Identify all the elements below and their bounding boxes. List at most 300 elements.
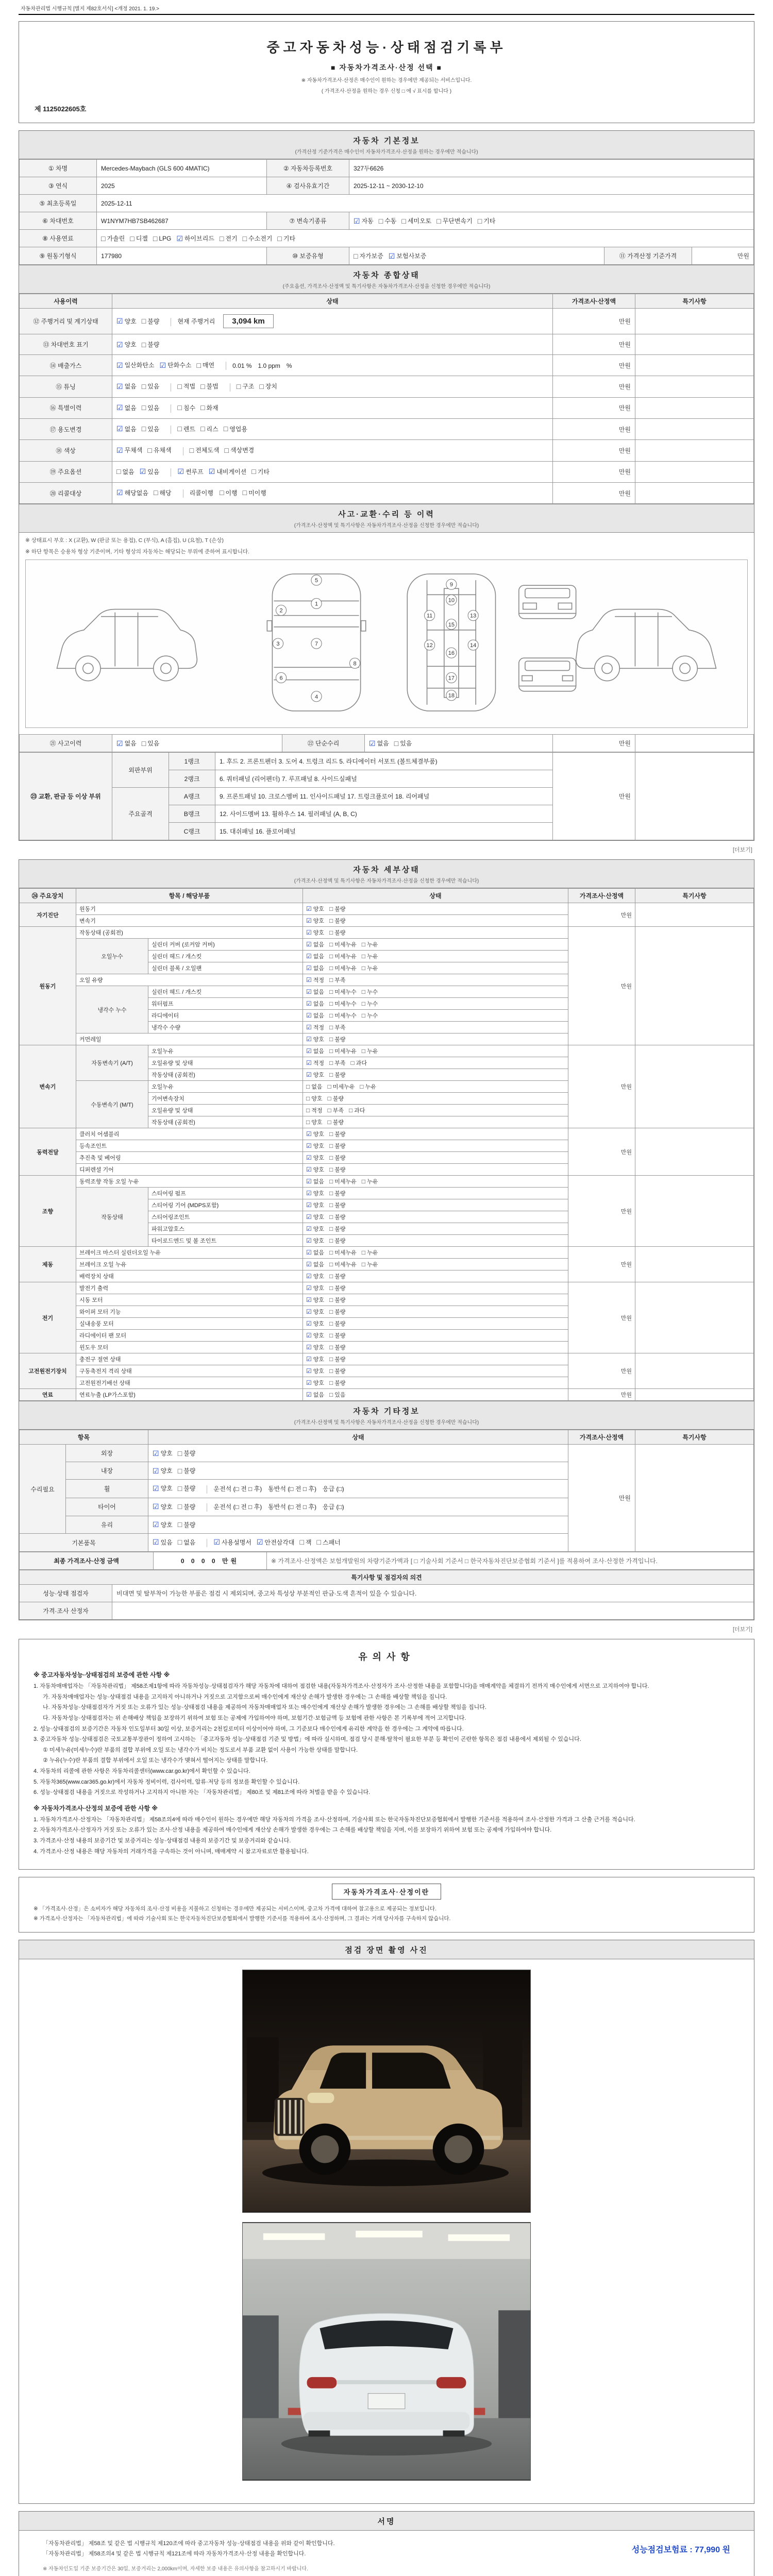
unchecked-checkbox-icon: □ xyxy=(329,1012,333,1020)
checkbox-label: 있음 xyxy=(400,740,412,748)
checkbox-label: 수동 xyxy=(384,217,397,225)
checkbox-option xyxy=(153,1520,173,1529)
notice-item: 가. 자동차매매업자는 성능·상태점검 내용을 고지하지 아니하거나 거짓으로 고지함으로써 매수인에게 재산상 손해가 발생한 경우에는 그 손해를 배상할 책임을 집니다. xyxy=(43,1693,447,1700)
unchecked-checkbox-icon: □ xyxy=(177,425,182,433)
checked-checkbox-icon: ☑ xyxy=(306,1166,312,1174)
note-cell xyxy=(635,1389,754,1401)
state-text: 응급 (□) xyxy=(323,1485,344,1493)
notice-item: 3. 가격조사·산정 내용의 보증기간 및 보증거리는 성능·상태점검 내용의 보증기간 및 보증거리와 같습니다. xyxy=(33,1838,291,1844)
simple-repair-label: ㉒ 단순수리 xyxy=(282,735,365,752)
car-rear-view xyxy=(519,658,576,691)
checkbox-label: 있음 xyxy=(147,740,160,748)
more-link[interactable]: [더보기] xyxy=(733,1626,752,1633)
checkbox-option xyxy=(140,467,160,476)
note-cell xyxy=(635,1247,754,1282)
title-note-1: ※ 자동차가격조사·산정은 매수인이 원하는 경우에만 제공되는 서비스입니다. xyxy=(301,78,472,83)
plate-label: ② 자동차등록번호 xyxy=(267,160,349,177)
checkbox-label: 불량 xyxy=(334,930,346,937)
part-label: 스티어링 펌프 xyxy=(148,1188,303,1199)
table-row xyxy=(20,195,754,212)
part-label: 충전구 절연 상태 xyxy=(76,1353,303,1365)
note-cell xyxy=(635,1176,754,1247)
checkbox-option xyxy=(306,1355,324,1363)
checkbox-option xyxy=(306,1106,323,1114)
detail-section-header xyxy=(19,860,754,888)
checkbox-label: 없음 xyxy=(313,989,325,996)
state-cell xyxy=(112,418,553,439)
checkbox-label: 있음 xyxy=(334,1392,346,1399)
checkbox-option xyxy=(329,1023,346,1031)
part-label: 파워고압호스 xyxy=(148,1223,303,1235)
state-cell xyxy=(303,1045,568,1057)
unchecked-checkbox-icon: □ xyxy=(200,382,205,391)
unchecked-checkbox-icon: □ xyxy=(329,1178,333,1185)
col-note: 특기사항 xyxy=(635,889,754,903)
unchecked-checkbox-icon: □ xyxy=(153,234,158,243)
part-label: 실린더 헤드 / 개스킷 xyxy=(148,986,303,998)
checkbox-label: LPG xyxy=(159,234,172,242)
unchecked-checkbox-icon: □ xyxy=(361,988,366,996)
checked-checkbox-icon: ☑ xyxy=(306,1047,312,1055)
unchecked-checkbox-icon: □ xyxy=(329,1355,333,1363)
checked-checkbox-icon: ☑ xyxy=(256,1538,263,1547)
state-cell xyxy=(303,1152,568,1164)
panel-number-marker xyxy=(446,619,457,630)
checkbox-option xyxy=(329,1355,346,1363)
use-history-label: ⑱ 색상 xyxy=(20,440,112,461)
unchecked-checkbox-icon: □ xyxy=(329,1344,333,1351)
checked-checkbox-icon: ☑ xyxy=(153,1520,159,1529)
unchecked-checkbox-icon: □ xyxy=(329,1225,333,1233)
etc-item-label: 타이어 xyxy=(66,1498,148,1516)
unchecked-checkbox-icon: □ xyxy=(329,1201,333,1209)
section-note: (가격조사·산정액 및 특기사항은 자동차가격조사·산정을 신청한 경우에만 적습니다) xyxy=(294,878,479,885)
note-cell xyxy=(635,753,754,840)
checkbox-label: 양호 xyxy=(313,1226,325,1233)
part-label: 기어변속장치 xyxy=(148,1093,303,1105)
checkbox-option xyxy=(329,905,346,913)
checkbox-option xyxy=(306,976,324,984)
state-cell xyxy=(303,1164,568,1176)
checkbox-option xyxy=(243,488,266,497)
state-cell xyxy=(112,355,553,376)
checkbox-label: 양호 xyxy=(313,1072,325,1079)
price-cell: 만원 xyxy=(553,482,635,503)
checked-checkbox-icon: ☑ xyxy=(159,361,166,369)
checkbox-label: 안전삼각대 xyxy=(264,1538,295,1546)
unchecked-checkbox-icon: □ xyxy=(219,488,224,497)
checked-checkbox-icon: ☑ xyxy=(306,1344,312,1351)
state-cell xyxy=(148,1516,568,1533)
checkbox-label: 양호 xyxy=(313,918,325,925)
checkbox-option xyxy=(329,1236,346,1245)
checkbox-label: 불량 xyxy=(183,1503,196,1511)
warranty-type-label: ⑩ 보증유형 xyxy=(267,247,349,265)
checkbox-label: 보험사보증 xyxy=(396,252,427,260)
signature-statement-1: 「자동차관리법」 제58조 및 같은 법 시행규칙 제120조에 따라 중고자동차 성능·상태점검 내용을 위와 같이 확인합니다. xyxy=(43,2540,335,2547)
checkbox-label: 기타 xyxy=(257,468,270,476)
part-label: 오일누유 xyxy=(148,1081,303,1093)
panel-number-marker xyxy=(349,658,360,669)
checkbox-label: 불량 xyxy=(334,1368,346,1375)
checkbox-option xyxy=(329,1177,357,1185)
checkbox-option xyxy=(362,1047,378,1055)
checkbox-label: 양호 xyxy=(313,1214,325,1221)
detail-row xyxy=(20,927,754,939)
inspection-photos-section xyxy=(19,1940,754,2504)
checkbox-option xyxy=(116,382,137,391)
year-value: 2025 xyxy=(97,177,267,195)
checkbox-option xyxy=(306,1284,324,1292)
panel-number-marker xyxy=(276,673,286,683)
unchecked-checkbox-icon: □ xyxy=(223,425,228,433)
checkbox-label: 일산화탄소 xyxy=(124,362,155,369)
document-title: 중고자동차성능·상태점검기록부 xyxy=(266,40,507,55)
appraiser-opinion xyxy=(112,1602,754,1620)
checkbox-label: 불량 xyxy=(334,1238,346,1245)
checkbox-option xyxy=(177,403,195,412)
checkbox-option xyxy=(306,1213,324,1221)
part-label: 오일누유 xyxy=(148,1045,303,1057)
state-cell xyxy=(303,1223,568,1235)
checkbox-label: 불량 xyxy=(334,1285,346,1292)
unchecked-checkbox-icon: □ xyxy=(153,488,158,497)
checkbox-label: 불량 xyxy=(334,1191,346,1197)
checkbox-option xyxy=(116,425,137,433)
overall-row xyxy=(20,482,754,503)
checked-checkbox-icon: ☑ xyxy=(306,1261,312,1268)
unchecked-checkbox-icon: □ xyxy=(361,1178,366,1185)
final-price-label: 최종 가격조사·산정 금액 xyxy=(20,1552,154,1570)
checkbox-option xyxy=(329,1189,346,1197)
unchecked-checkbox-icon: □ xyxy=(329,1213,333,1221)
checkbox-option xyxy=(224,446,254,454)
checkbox-label: 없음 xyxy=(313,1262,325,1268)
checkbox-option xyxy=(200,403,219,412)
checkbox-label: 하이브리드 xyxy=(184,235,214,242)
checkbox-label: 색상변경 xyxy=(230,447,255,454)
checkbox-label: 양호 xyxy=(313,1357,325,1363)
state-cell xyxy=(303,1282,568,1294)
note-cell xyxy=(635,334,754,355)
checkbox-option xyxy=(306,1177,324,1185)
note-cell xyxy=(635,440,754,461)
panel-number-marker xyxy=(276,605,286,616)
panel-number-marker xyxy=(446,673,457,683)
checkbox-label: 미세누유 xyxy=(334,1262,357,1268)
panel-number-marker xyxy=(468,611,478,621)
unchecked-checkbox-icon: □ xyxy=(329,1154,333,1162)
rank-items: 1. 후드 2. 프론트펜더 3. 도어 4. 트렁크 리드 5. 라디에이터 서포트 (볼트체결부품) xyxy=(215,753,553,770)
checkbox-option xyxy=(178,1466,196,1475)
notice-item: 1. 자동차가격조사·산정자는 「자동차관리법」 제58조의4에 따라 매수인이 원하는 경우에만 해당 자동차의 가격을 조사·산정하며, 기술사회 또는 한국자동차진단보증협회에서 발행한 기준서를 적용하여 조사·산정한 가격과 그 산출 근거를 적습니다. xyxy=(33,1816,635,1823)
checkbox-option xyxy=(329,1272,346,1280)
rank-label: A랭크 xyxy=(169,788,215,805)
state-cell xyxy=(303,962,568,974)
unchecked-checkbox-icon: □ xyxy=(329,988,333,996)
detail-row xyxy=(20,1389,754,1401)
state-cell xyxy=(303,1188,568,1199)
device-label: 조향 xyxy=(20,1176,76,1247)
checked-checkbox-icon: ☑ xyxy=(306,1308,312,1316)
device-label: 원동기 xyxy=(20,927,76,1045)
unchecked-checkbox-icon: □ xyxy=(329,1024,333,1031)
checkbox-option xyxy=(362,1011,378,1020)
part-label: 발전기 출력 xyxy=(76,1282,303,1294)
checkbox-label: 내비게이션 xyxy=(216,468,247,476)
checked-checkbox-icon: ☑ xyxy=(116,446,123,454)
checkbox-option xyxy=(329,1319,346,1328)
etc-section-header xyxy=(19,1401,754,1430)
checked-checkbox-icon: ☑ xyxy=(306,905,312,913)
checkbox-option xyxy=(328,1094,344,1103)
checkbox-option xyxy=(362,1177,378,1185)
checkbox-option xyxy=(329,1047,357,1055)
price-cell: 만원 xyxy=(568,927,635,1045)
col-device: ㉔ 주요장치 xyxy=(20,889,76,903)
checkbox-option xyxy=(329,988,357,996)
notice-item: 2. 성능·상태점검의 보증기간은 자동차 인도일부터 30일 이상, 보증거리는 2천킬로미터 이상이어야 하며, 그 기준보다 매수인에게 유리한 계약을 한 경우에는 그 계약에 따릅니다. xyxy=(33,1725,464,1732)
svg-text:2: 2 xyxy=(279,607,283,614)
note-cell xyxy=(635,927,754,1045)
col-price: 가격조사·산정액 xyxy=(568,889,635,903)
checkbox-option xyxy=(142,739,160,748)
checkbox-option xyxy=(176,234,214,243)
note-cell xyxy=(635,1353,754,1389)
note-cell xyxy=(635,355,754,376)
checkbox-label: 사용설명서 xyxy=(221,1538,251,1546)
state-cell xyxy=(148,1445,568,1462)
checkbox-label: 양호 xyxy=(124,317,137,325)
checkbox-option xyxy=(224,425,247,433)
state-cell xyxy=(303,1022,568,1033)
note-cell xyxy=(635,376,754,397)
checkbox-option xyxy=(259,382,277,391)
definition-line-1: ※ 「가격조사·산정」은 소비자가 해당 자동차의 조사·산정 비용을 지불하고 신청하는 경우에만 제공되는 서비스이며, 중고차 가격에 대하여 참고용으로 제공되는 정보입니다. xyxy=(33,1906,436,1912)
part-label: 실내송풍 모터 xyxy=(76,1318,303,1330)
section-note: (가격조사·산정액 및 특기사항은 자동차가격조사·산정을 신청한 경우에만 적습니다) xyxy=(294,1420,479,1426)
part-label: 작동상태 (공회전) xyxy=(148,1116,303,1128)
checkbox-label: 양호 xyxy=(313,1238,325,1245)
use-history-label: ⑰ 용도변경 xyxy=(20,418,112,439)
checkbox-label: 미세누수 xyxy=(334,1001,357,1008)
record-main-section xyxy=(19,130,754,841)
part-label: 작동상태 (공회전) xyxy=(76,927,303,939)
state-code-legend: ※ 상태표시 부호 : X (교환), W (판금 또는 용접), C (부식), A (흠집), U (요철), T (손상) xyxy=(25,537,224,544)
unchecked-checkbox-icon: □ xyxy=(329,929,333,937)
detail-condition-table xyxy=(19,888,754,1401)
unchecked-checkbox-icon: □ xyxy=(327,1083,331,1091)
checkbox-label: 없음 xyxy=(313,1001,325,1008)
accident-history-options xyxy=(112,735,282,752)
part-label: 커먼레일 xyxy=(76,1033,303,1045)
use-history-label: ⑫ 주행거리 및 계기상태 xyxy=(20,309,112,334)
checkbox-label: 없음 xyxy=(313,1013,325,1020)
checkbox-option xyxy=(354,251,383,260)
part-label: 클러치 어셈블리 xyxy=(76,1128,303,1140)
final-price-amount xyxy=(154,1552,267,1570)
part-label: 라디에이터 팬 모터 xyxy=(76,1330,303,1342)
state-cell xyxy=(303,1140,568,1152)
section-note: (가격산정 기준가격은 매수인이 자동차가격조사·산정을 원하는 경우에만 적습니다) xyxy=(295,149,478,155)
checkbox-label: 양호 xyxy=(313,1380,325,1387)
checkbox-label: 미세누유 xyxy=(334,942,357,948)
checkbox-option xyxy=(329,964,357,972)
checkbox-option xyxy=(142,425,160,433)
checkbox-option xyxy=(329,1165,346,1174)
checkbox-option xyxy=(328,1082,355,1091)
unchecked-checkbox-icon: □ xyxy=(177,1538,182,1547)
notice-item: 4. 가격조사·산정 내용은 해당 자동차의 거래가격을 구속하는 것이 아니며, 매매계약 시 참고자료로만 활용됩니다. xyxy=(33,1848,309,1855)
price-cell: 만원 xyxy=(553,376,635,397)
checkbox-option xyxy=(478,216,496,225)
unchecked-checkbox-icon: □ xyxy=(329,1332,333,1340)
checkbox-option xyxy=(116,488,148,497)
checkbox-option xyxy=(306,1071,324,1079)
part-label: 변속기 xyxy=(76,915,303,927)
etc-item-label: 휠 xyxy=(66,1480,148,1498)
checkbox-option xyxy=(394,739,412,748)
checked-checkbox-icon: ☑ xyxy=(306,953,312,960)
table-row xyxy=(20,1602,754,1620)
checkbox-label: 불량 xyxy=(183,1450,196,1458)
checkbox-label: 양호 xyxy=(313,1143,325,1150)
checkbox-label: 불량 xyxy=(332,1096,344,1103)
checkbox-option xyxy=(349,1106,365,1114)
plate-value: 327두6626 xyxy=(349,160,754,177)
checkbox-label: 가솔린 xyxy=(107,235,125,242)
checkbox-option xyxy=(251,467,270,476)
checked-checkbox-icon: ☑ xyxy=(369,739,376,748)
base-price-label: ⑪ 가격산정 기준가격 xyxy=(604,247,692,265)
final-amount-unit: 만원 xyxy=(222,1557,240,1565)
section-note: (주요옵션, 가격조사·산정액 및 특기사항은 자동차가격조사·산정을 신청한 경우에만 적습니다) xyxy=(282,284,491,290)
checkbox-option xyxy=(306,1201,324,1209)
checkbox-option xyxy=(153,1449,173,1458)
checkbox-option xyxy=(213,1538,251,1547)
svg-text:7: 7 xyxy=(314,641,318,648)
state-cell xyxy=(112,482,553,503)
part-label: 등속조인트 xyxy=(76,1140,303,1152)
signature-body xyxy=(19,2531,754,2565)
checkbox-label: 없음 xyxy=(313,942,325,948)
accident-history-table xyxy=(19,734,754,752)
opinion-table xyxy=(19,1570,754,1620)
overall-row xyxy=(20,355,754,376)
checkbox-option xyxy=(209,467,247,476)
checkbox-option xyxy=(116,739,137,748)
unchecked-checkbox-icon: □ xyxy=(177,1502,182,1511)
checked-checkbox-icon: ☑ xyxy=(306,1332,312,1340)
state-cell xyxy=(303,1093,568,1105)
notice-item: 다. 자동차성능·상태점검자는 위 손해배상 책임을 보장하기 위하여 보험 또는 공제에 가입하여야 하며, 보험기간·보험금액 등 보험에 관한 사항은 본 기록부에 적어 고지합니다. xyxy=(43,1715,466,1722)
checkbox-option xyxy=(116,467,135,476)
repair-need-label: 수리필요 xyxy=(20,1445,66,1534)
table-row xyxy=(20,177,754,195)
checkbox-label: 전체도색 xyxy=(195,447,220,454)
checkbox-option xyxy=(328,1106,344,1114)
checkbox-option xyxy=(178,1538,196,1547)
checked-checkbox-icon: ☑ xyxy=(306,1355,312,1363)
checkbox-label: 누수 xyxy=(367,1013,378,1020)
checkbox-label: 양호 xyxy=(311,1120,323,1126)
checkbox-option xyxy=(306,1154,324,1162)
detail-row xyxy=(20,903,754,915)
overall-row xyxy=(20,461,754,482)
checkbox-option xyxy=(130,234,148,243)
checked-checkbox-icon: ☑ xyxy=(306,1320,312,1328)
checkbox-option xyxy=(362,988,378,996)
checkbox-label: 없음 xyxy=(124,383,137,391)
col-state: 상태 xyxy=(148,1430,568,1445)
car-diagram-wrap xyxy=(19,555,754,734)
unchecked-checkbox-icon: □ xyxy=(141,403,146,412)
checkbox-label: 누유 xyxy=(367,954,378,960)
checkbox-label: 불량 xyxy=(334,1297,346,1304)
more-link[interactable]: [더보기] xyxy=(733,847,752,854)
part-label: 윈도우 모터 xyxy=(76,1342,303,1353)
warranty-options xyxy=(349,247,604,265)
state-cell xyxy=(112,334,553,355)
checkbox-label: 없음 xyxy=(313,954,325,960)
unchecked-checkbox-icon: □ xyxy=(277,234,282,243)
state-cell xyxy=(148,1498,568,1516)
checkbox-option xyxy=(154,488,172,497)
checkbox-label: 미세누수 xyxy=(334,1013,357,1020)
checkbox-label: 탄화수소 xyxy=(167,362,192,369)
checkbox-option xyxy=(200,382,219,391)
checkbox-label: 없음 xyxy=(124,404,137,412)
checked-checkbox-icon: ☑ xyxy=(306,941,312,948)
etc-info-table xyxy=(19,1430,754,1552)
checkbox-option xyxy=(306,917,324,925)
state-cell xyxy=(303,1330,568,1342)
checkbox-option xyxy=(306,1236,324,1245)
svg-text:11: 11 xyxy=(426,613,433,619)
checkbox-label: 누유 xyxy=(367,965,378,972)
unchecked-checkbox-icon: □ xyxy=(177,403,182,412)
checkbox-label: 전기 xyxy=(225,235,238,242)
unchecked-checkbox-icon: □ xyxy=(329,1261,333,1268)
checkbox-option xyxy=(306,1082,323,1091)
panel-number-marker xyxy=(311,599,322,609)
state-text: 리콜이행 xyxy=(189,489,213,497)
device-label: 연료 xyxy=(20,1389,76,1401)
checkbox-option xyxy=(277,234,295,243)
checkbox-option xyxy=(329,999,357,1008)
checkbox-label: 불량 xyxy=(334,1072,346,1079)
unchecked-checkbox-icon: □ xyxy=(378,216,383,225)
unchecked-checkbox-icon: □ xyxy=(236,382,241,391)
checkbox-label: 기타 xyxy=(283,235,296,242)
checkbox-option xyxy=(329,1296,346,1304)
final-price-basis: ※ 가격조사·산정액은 보험개발원의 차량기준가액과 [ □ 기술사회 기준서 □ 한국자동차진단보증협회 기준서 ]를 적용하여 조사·산정한 가격입니다. xyxy=(267,1552,754,1570)
state-cell xyxy=(303,1081,568,1093)
detail-row xyxy=(20,1176,754,1188)
rank-items: 12. 사이드멤버 13. 휠하우스 14. 필러패널 (A, B, C) xyxy=(215,805,553,823)
table-row xyxy=(20,1585,754,1602)
part-label: 스티어링조인트 xyxy=(148,1211,303,1223)
checkbox-option xyxy=(306,999,324,1008)
checkbox-label: 자가보증 xyxy=(359,252,383,260)
checkbox-label: 없음 xyxy=(313,965,325,972)
checkbox-label: 불량 xyxy=(183,1467,196,1475)
checkbox-label: 불량 xyxy=(334,1131,346,1138)
checkbox-label: 없음 xyxy=(313,1392,325,1399)
svg-text:18: 18 xyxy=(448,693,455,700)
form-reference-note xyxy=(19,3,754,15)
checkbox-label: 적정 xyxy=(313,1060,325,1067)
